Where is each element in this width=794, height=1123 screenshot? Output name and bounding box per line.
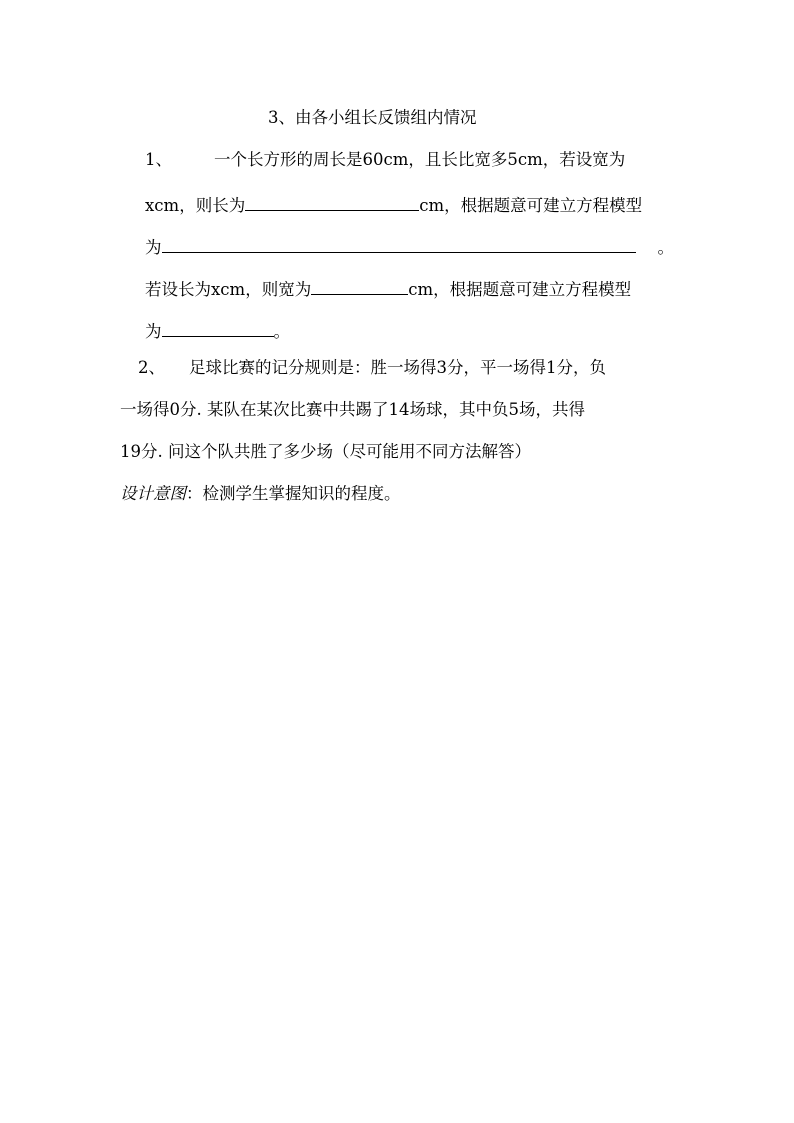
- q1-line-4a: 若设长为xcm，则宽为: [145, 280, 312, 299]
- q1-line-2b: cm，根据题意可建立方程模型: [419, 196, 643, 215]
- q2-number: 2、: [138, 358, 165, 377]
- design-intent-text: ：检测学生掌握知识的程度。: [186, 484, 401, 503]
- q1-line-3a: 为: [145, 238, 162, 257]
- section-heading: 3、由各小组长反馈组内情况: [268, 108, 477, 127]
- q1-number: 1、: [145, 150, 172, 169]
- q1-blank-width[interactable]: [311, 276, 408, 295]
- q1-line-5a: 为: [145, 322, 162, 341]
- design-intent: [120, 484, 401, 504]
- design-intent-label: 设计意图: [120, 484, 186, 503]
- q1-line-5: [145, 318, 290, 342]
- q1-line-4: [145, 276, 631, 300]
- q2-line-1: 足球比赛的记分规则是：胜一场得3分，平一场得1分，负: [189, 358, 606, 377]
- q1-line-2a: xcm，则长为: [145, 196, 246, 215]
- q1-line-4b: cm，根据题意可建立方程模型: [408, 280, 632, 299]
- q1-blank-length[interactable]: [245, 192, 419, 211]
- q2-line-2: 一场得0分. 某队在某次比赛中共踢了14场球，其中负5场，共得: [120, 400, 585, 419]
- q1-line-3: [145, 234, 674, 258]
- q1-blank-equation-2[interactable]: [162, 318, 274, 337]
- q1-blank-equation-1[interactable]: [162, 234, 636, 253]
- q2-line-3: 19分. 问这个队共胜了多少场（尽可能用不同方法解答）: [120, 442, 531, 461]
- q1-line-2: [145, 192, 642, 216]
- q1-line-5b: 。: [273, 322, 290, 341]
- q1-line-3b: 。: [657, 238, 674, 257]
- q1-line-1: 一个长方形的周长是60cm，且长比宽多5cm，若设宽为: [214, 150, 626, 169]
